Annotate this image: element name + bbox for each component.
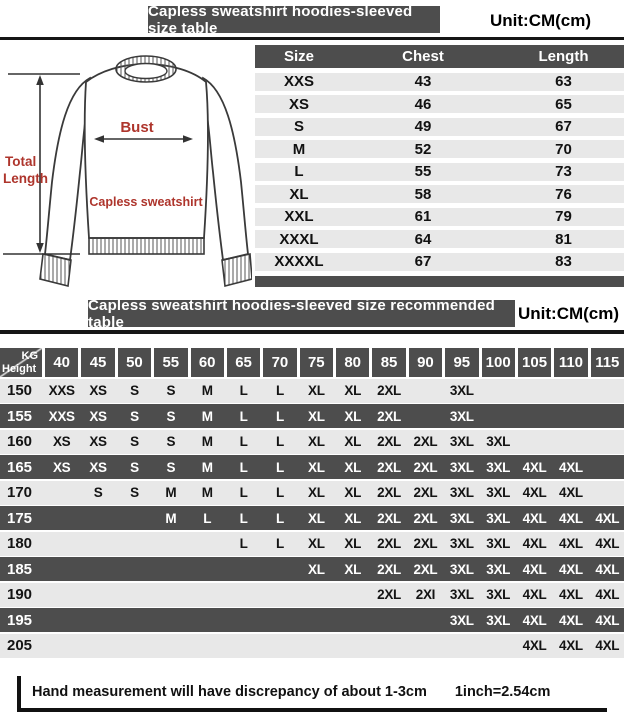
recommended-size-cell: 4XL	[595, 510, 620, 526]
recommended-size-cell: 2XL	[377, 459, 401, 475]
recommended-size-cell: XXS	[48, 383, 75, 398]
recommended-size-cell: 4XL	[595, 612, 620, 628]
recommended-size-cell: M	[201, 459, 213, 475]
recommended-size-cell: XL	[344, 561, 362, 577]
recommended-size-cell: XS	[89, 408, 107, 424]
recommended-size-cell: 3XL	[449, 561, 474, 577]
recommended-size-cell: 4XL	[559, 485, 583, 500]
collar-inner	[125, 64, 167, 79]
weight-header-cell: 65	[227, 348, 260, 377]
recommended-size-cell: 2XL	[377, 383, 401, 398]
height-row-170	[0, 481, 624, 505]
recommended-size-cell: 4XL	[559, 587, 583, 602]
size-table-body	[255, 73, 624, 271]
recommended-size-cell: 3XL	[449, 383, 474, 398]
recommended-size-cell: L	[239, 536, 248, 551]
size-table-cell: XS	[288, 95, 309, 113]
kg-axis-label: KG	[21, 350, 38, 362]
total-length-label-line1: Total	[5, 154, 37, 169]
recommended-size-cell: L	[239, 434, 248, 449]
recommended-size-cell: 3XL	[486, 459, 511, 475]
height-axis-label: Height	[2, 363, 37, 375]
recommended-size-cell: 3XL	[449, 587, 474, 602]
size-table-cell: S	[293, 118, 304, 135]
weight-header-cell: 55	[154, 348, 187, 377]
recommended-size-cell: S	[130, 408, 139, 424]
size-table-row	[255, 73, 624, 91]
size-table-cell: 58	[414, 185, 432, 203]
recommended-size-cell: 3XL	[449, 408, 474, 424]
recommended-size-cell: XL	[307, 408, 325, 424]
recommended-size-cell: L	[203, 510, 212, 526]
recommended-size-cell: 4XL	[522, 485, 547, 500]
recommended-size-cell: 2XL	[413, 485, 438, 500]
recommended-size-cell: 2XL	[377, 510, 401, 526]
size-table-cell: M	[292, 140, 306, 158]
recommended-size-cell: L	[239, 485, 248, 500]
bust-label: Bust	[120, 119, 154, 136]
recommended-size-cell: XL	[344, 510, 362, 526]
recommended-size-cell: 2XI	[415, 587, 436, 602]
size-table-header	[255, 45, 624, 68]
size-table	[255, 45, 624, 287]
height-label: 150	[7, 382, 33, 399]
recommended-size-cell: S	[130, 383, 139, 398]
recommended-size-cell: L	[239, 383, 248, 398]
left-cuff	[40, 254, 71, 286]
size-table-row	[255, 253, 624, 271]
weight-header-cell: 115	[591, 348, 624, 377]
recommended-size-cell: 2XL	[377, 536, 401, 551]
recommended-size-cell: 4XL	[522, 459, 547, 475]
recommended-size-cell: L	[275, 485, 284, 500]
recommended-size-cell: XL	[307, 459, 325, 475]
size-table-cell: 73	[555, 163, 572, 180]
recommended-size-cell: 2XL	[413, 510, 438, 526]
size-table-cell: XXL	[284, 208, 314, 225]
height-row-150	[0, 379, 624, 403]
recommended-size-cell: XL	[307, 485, 325, 500]
recommended-size-cell: S	[166, 459, 176, 475]
recommended-size-cell: 3XL	[486, 612, 511, 628]
recommended-size-cell: 3XL	[449, 485, 474, 500]
recommended-size-cell: L	[275, 434, 284, 449]
arrowhead-down	[36, 243, 44, 253]
weight-header-cell: 75	[300, 348, 333, 377]
recommended-size-cell: 4XL	[522, 536, 547, 551]
recommended-size-cell: S	[93, 485, 103, 500]
height-label: 165	[7, 458, 33, 476]
size-table-cell: 70	[555, 140, 572, 158]
recommended-size-cell: XS	[52, 459, 71, 475]
size-table-cell: 79	[555, 208, 572, 225]
size-table-row	[255, 140, 624, 158]
recommended-size-cell: 3XL	[486, 536, 511, 551]
recommended-size-cell: 4XL	[522, 510, 547, 526]
recommended-table-title: Capless sweatshirt hoodies-sleeved size recommended table	[88, 300, 515, 327]
recommended-size-cell: 4XL	[522, 612, 547, 628]
recommended-size-cell: 4XL	[559, 612, 583, 628]
recommended-size-cell: XXS	[48, 408, 75, 424]
height-label: 180	[7, 535, 33, 552]
recommended-size-cell: S	[130, 434, 139, 449]
recommended-size-cell: 3XL	[449, 612, 474, 628]
recommended-size-cell: XL	[344, 434, 362, 449]
height-label: 160	[7, 433, 33, 450]
recommended-size-cell: S	[166, 383, 176, 398]
weight-header-cell: 100	[482, 348, 515, 377]
recommended-size-cell: M	[201, 485, 213, 500]
recommended-size-cell: 3XL	[486, 485, 511, 500]
recommended-size-cell: L	[239, 510, 248, 526]
height-row-195	[0, 608, 624, 632]
size-table-cell: 46	[414, 95, 432, 113]
weight-header-cell: 85	[372, 348, 405, 377]
size-table-title: Capless sweatshirt hoodies-sleeved size table	[148, 6, 440, 33]
recommended-size-cell: 3XL	[449, 536, 474, 551]
arrowhead-up	[36, 75, 44, 85]
recommended-size-cell: XS	[89, 434, 107, 449]
body	[85, 64, 208, 238]
size-table-cell: 64	[414, 230, 432, 248]
divider-top	[0, 37, 624, 40]
recommended-size-cell: XL	[307, 536, 325, 551]
recommended-size-cell: M	[165, 510, 177, 526]
height-label: 175	[7, 509, 33, 527]
recommended-size-cell: XL	[307, 434, 325, 449]
recommended-size-cell: L	[239, 408, 248, 424]
recommended-size-cell: 3XL	[449, 459, 474, 475]
size-table-cell: 52	[414, 140, 432, 158]
measurement-note: Hand measurement will have discrepancy of about 1-3cm	[32, 684, 427, 700]
size-table-cell: 43	[414, 73, 432, 90]
height-row-155	[0, 404, 624, 428]
recommended-size-cell: 4XL	[595, 536, 620, 551]
recommended-size-cell: 2XL	[377, 561, 401, 577]
size-table-cell: 61	[414, 208, 432, 225]
weight-header-cell: 80	[336, 348, 369, 377]
weight-header-cell: 50	[118, 348, 151, 377]
size-table-row	[255, 185, 624, 203]
recommended-size-cell: XL	[344, 408, 362, 424]
recommended-size-cell: XL	[344, 485, 362, 500]
recommended-size-cell: 4XL	[522, 561, 547, 577]
inch-conversion-note: 1inch=2.54cm	[454, 684, 551, 700]
recommended-size-cell: XS	[89, 459, 107, 475]
recommended-size-cell: 4XL	[559, 536, 583, 551]
recommended-size-cell: XL	[344, 536, 362, 551]
recommended-size-cell: 4XL	[559, 459, 583, 475]
height-label: 205	[7, 637, 33, 654]
recommended-size-cell: M	[201, 408, 213, 424]
sweatshirt-measurement-diagram	[0, 42, 252, 290]
recommended-size-cell: L	[275, 383, 284, 398]
size-table-row	[255, 118, 624, 136]
recommended-size-cell: 3XL	[486, 510, 511, 526]
recommended-size-cell: 2XL	[377, 408, 401, 424]
size-table-row	[255, 208, 624, 226]
size-table-cell: 63	[555, 73, 572, 90]
height-row-175	[0, 506, 624, 530]
weight-header-cell: 45	[81, 348, 114, 377]
size-table-row	[255, 95, 624, 113]
height-row-165	[0, 455, 624, 479]
height-row-185	[0, 557, 624, 581]
height-label: 155	[7, 407, 33, 425]
recommended-table-body	[0, 379, 624, 658]
recommended-size-cell: 4XL	[522, 638, 547, 653]
size-table-row	[255, 230, 624, 248]
recommended-size-cell: L	[275, 408, 284, 424]
divider-middle	[0, 330, 624, 334]
height-label: 185	[7, 560, 33, 578]
recommended-size-cell: XL	[307, 561, 325, 577]
height-row-205	[0, 634, 624, 658]
size-table-cell: 76	[555, 185, 572, 203]
size-table-cell: 55	[414, 163, 432, 180]
height-label: 195	[7, 611, 33, 629]
product-label: Capless sweatshirt	[89, 195, 203, 209]
recommended-size-cell: S	[130, 459, 139, 475]
right-cuff	[222, 254, 252, 286]
recommended-size-cell: 4XL	[595, 561, 620, 577]
recommended-size-cell: 4XL	[559, 561, 583, 577]
recommended-size-cell: 4XL	[559, 510, 583, 526]
recommended-size-cell: M	[201, 383, 213, 398]
recommended-size-cell: 2XL	[413, 536, 438, 551]
height-row-190	[0, 583, 624, 607]
weight-header-cell: 60	[191, 348, 224, 377]
hem-rib	[89, 238, 204, 254]
weight-header-cell: 105	[518, 348, 551, 377]
size-table-cell: XXS	[283, 73, 314, 90]
recommended-size-cell: M	[201, 434, 213, 449]
size-table-cell: 49	[414, 118, 432, 135]
recommended-size-cell: XS	[89, 383, 107, 398]
recommended-size-cell: 3XL	[486, 434, 511, 449]
recommended-size-cell: XL	[307, 383, 325, 398]
recommended-size-cell: L	[275, 459, 284, 475]
size-table-cell: 81	[555, 230, 572, 248]
recommended-size-cell: 4XL	[595, 587, 620, 602]
size-table-cell: L	[294, 163, 304, 180]
height-label: 190	[7, 586, 33, 603]
recommended-size-cell: XS	[52, 434, 71, 449]
size-table-cell: XXXXL	[274, 253, 324, 270]
recommended-size-cell: 4XL	[559, 638, 583, 653]
recommended-size-cell: 3XL	[486, 561, 511, 577]
recommended-size-cell: S	[166, 408, 176, 424]
recommended-size-cell: XL	[307, 510, 325, 526]
size-table-cell: 67	[414, 253, 432, 270]
recommended-size-cell: L	[275, 510, 284, 526]
corner-cell	[0, 348, 42, 377]
height-row-160	[0, 430, 624, 454]
column-header-chest: Chest	[402, 48, 444, 65]
recommended-size-cell: M	[165, 485, 177, 500]
weight-header-cell: 95	[445, 348, 478, 377]
recommended-size-cell: 2XL	[377, 434, 401, 449]
weight-header-cell: 40	[45, 348, 78, 377]
recommended-size-cell: 4XL	[522, 587, 547, 602]
size-table-cell: 65	[555, 95, 572, 113]
recommended-size-cell: L	[239, 459, 248, 475]
size-table-cell: XL	[289, 185, 309, 203]
size-table-row	[255, 163, 624, 181]
recommended-size-cell: 2XL	[413, 459, 438, 475]
recommended-size-cell: 2XL	[413, 434, 438, 449]
recommended-size-cell: 3XL	[449, 434, 474, 449]
recommended-size-cell: L	[275, 536, 284, 551]
recommended-size-cell: 2XL	[377, 587, 401, 602]
recommended-table	[0, 348, 624, 658]
recommended-size-cell: 3XL	[449, 510, 474, 526]
recommended-table-header	[0, 348, 624, 377]
recommended-size-cell: S	[166, 434, 176, 449]
sweatshirt-line-art	[0, 42, 252, 290]
weight-header-cell: 70	[263, 348, 296, 377]
recommended-size-cell: 3XL	[486, 587, 511, 602]
recommended-size-cell: 2XL	[377, 485, 401, 500]
unit-label-top: Unit:CM(cm)	[490, 11, 592, 30]
size-table-cell: 83	[555, 253, 572, 270]
height-label: 170	[7, 484, 33, 501]
weight-header-cell: 90	[409, 348, 442, 377]
recommended-size-cell: 2XL	[413, 561, 438, 577]
recommended-size-cell: S	[130, 485, 139, 500]
column-header-size: Size	[283, 48, 314, 65]
size-table-bottom-bar	[255, 276, 624, 287]
recommended-size-cell: XL	[344, 459, 362, 475]
size-table-cell: 67	[555, 118, 572, 135]
unit-label-bottom: Unit:CM(cm)	[518, 304, 620, 323]
weight-header-cell: 110	[554, 348, 587, 377]
recommended-size-cell: 4XL	[595, 638, 620, 653]
column-header-length: Length	[538, 48, 589, 65]
size-table-cell: XXXL	[279, 230, 319, 248]
height-row-180	[0, 532, 624, 556]
footer-note-box	[17, 676, 607, 712]
total-length-label-line2: Length	[3, 171, 48, 186]
recommended-size-cell: XL	[344, 383, 362, 398]
